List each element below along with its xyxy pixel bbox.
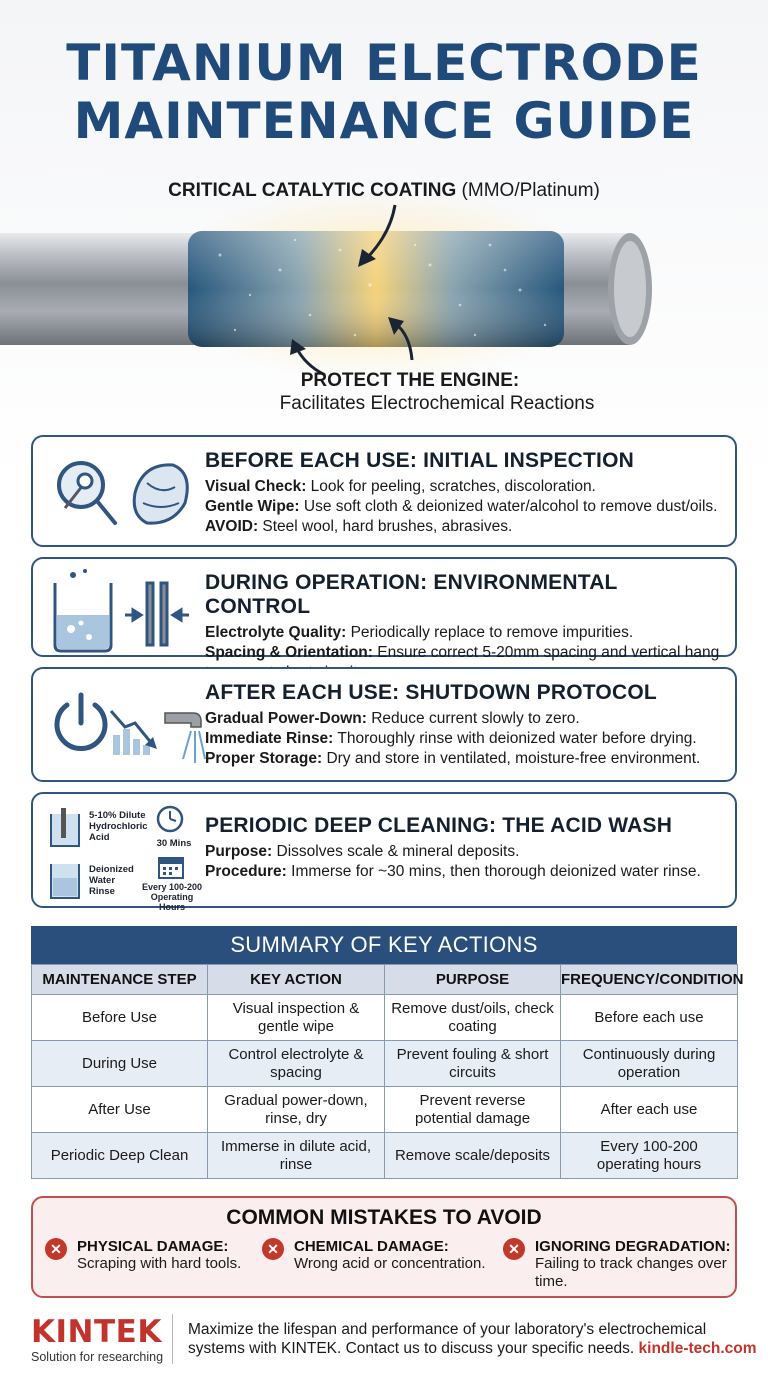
table-cell: Control electrolyte & spacing [208,1041,385,1087]
card-line: Visual Check: Look for peeling, scratches, discoloration. [205,478,596,495]
hours-label: Every 100-200 Operating Hours [141,882,203,912]
card-line: Gentle Wipe: Use soft cloth & deionized water/alcohol to remove dust/oils. [205,498,718,515]
water-beaker-icon [51,864,79,898]
mistake-text: Scraping with hard tools. [77,1255,242,1272]
summary-title: SUMMARY OF KEY ACTIONS [31,926,737,964]
card-line: Immediate Rinse: Thoroughly rinse with deionized water before drying. [205,730,697,747]
card-title: BEFORE EACH USE: INITIAL INSPECTION [205,449,634,472]
water-label: Deionized Water Rinse [89,864,134,897]
coating-caption-bold: CRITICAL CATALYTIC COATING [168,180,457,201]
footer-message: Maximize the lifespan and performance of your laboratory's electrochemical systems with KINTEK. Contact us to discuss your specific needs. [188,1321,707,1357]
table-cell: Remove dust/oils, check coating [385,995,561,1041]
table-cell: Continuously during operation [561,1041,738,1087]
error-icon: ✕ [45,1238,67,1260]
table-header-row [32,965,738,995]
title-line-2: MAINTENANCE GUIDE [73,92,695,150]
engine-caption-title: PROTECT THE ENGINE: [300,370,520,391]
table-cell: Prevent reverse potential damage [385,1087,561,1133]
acid-beaker-icon [51,808,79,846]
coating-caption-rest: (MMO/Platinum) [456,180,600,201]
card-during-operation-icons [43,565,208,665]
card-after-use-icons [43,675,208,775]
card-after-use [31,667,737,782]
mistake-label: CHEMICAL DAMAGE: [294,1238,449,1255]
card-line: Electrolyte Quality: Periodically replace to remove impurities. [205,624,634,641]
card-line: AVOID: Steel wool, hard brushes, abrasives. [205,518,513,535]
card-line: Procedure: Immerse for ~30 mins, then thorough deionized water rinse. [205,863,701,880]
page-title [0,34,768,150]
declining-chart-icon [111,711,157,755]
beaker-icon [55,569,111,651]
card-before-use [31,435,737,547]
card-line: Purpose: Dissolves scale & mineral deposits. [205,843,520,860]
table-cell: Periodic Deep Clean [32,1133,208,1179]
mistake-text: Failing to track changes over time. [535,1255,727,1290]
calendar-icon [159,858,183,878]
footer [0,1310,768,1370]
table-header-cell: MAINTENANCE STEP [32,965,208,995]
table-row [32,1133,738,1179]
card-title: PERIODIC DEEP CLEANING: THE ACID WASH [205,814,673,837]
mistakes-box [31,1196,737,1298]
table-cell: Prevent fouling & short circuits [385,1041,561,1087]
coating-caption [0,180,768,202]
brand-tagline: Solution for researching [31,1350,164,1364]
website-link[interactable]: kindle-tech.com [638,1340,757,1357]
card-line: Gradual Power-Down: Reduce current slowly to zero. [205,710,580,727]
table-row [32,1041,738,1087]
table-cell: During Use [32,1041,208,1087]
table-cell: Remove scale/deposits [385,1133,561,1179]
card-deep-cleaning-icons [43,798,208,912]
mistakes-title: COMMON MISTAKES TO AVOID [226,1206,542,1229]
table-cell: Immerse in dilute acid, rinse [208,1133,385,1179]
card-line: Proper Storage: Dry and store in ventilated, moisture-free environment. [205,750,701,767]
table-cell: After Use [32,1087,208,1133]
electrode-spacing-icon [125,583,189,645]
card-title: DURING OPERATION: ENVIRONMENTAL CONTROL [205,571,618,618]
table-header-cell: PURPOSE [385,965,561,995]
card-line: Spacing & Orientation: Ensure correct 5-20mm spacing and vertical hang [205,644,720,661]
table-cell: After each use [561,1087,738,1133]
footer-text [188,1320,758,1358]
table-cell: Every 100-200 operating hours [561,1133,738,1179]
error-icon: ✕ [503,1238,525,1260]
table-row [32,1087,738,1133]
mistake-label: IGNORING DEGRADATION: [535,1238,731,1255]
time-label: 30 Mins [156,838,192,849]
card-during-operation [31,557,737,661]
faucet-icon [165,713,205,763]
title-line-1: TITANIUM ELECTRODE [66,34,702,92]
magnifier-icon [59,463,115,523]
table-header-cell: FREQUENCY/CONDITION [561,965,738,995]
table-header-cell: KEY ACTION [208,965,385,995]
footer-divider [172,1314,173,1364]
card-deep-cleaning [31,792,737,912]
table-cell: Before Use [32,995,208,1041]
card-before-use-icons [43,443,208,543]
table-row [32,995,738,1041]
clock-icon [158,807,182,831]
engine-caption-text: Facilitates Electrochemical Reactions [279,393,595,414]
table-cell: Gradual power-down, rinse, dry [208,1087,385,1133]
brand-logo: KINTEK [31,1314,162,1350]
card-title: AFTER EACH USE: SHUTDOWN PROTOCOL [205,681,657,704]
summary-table [31,964,744,1179]
mistake-text: Wrong acid or concentration. [294,1255,486,1272]
cloth-icon [134,465,187,523]
mistake-label: PHYSICAL DAMAGE: [77,1238,229,1255]
power-icon [57,695,105,748]
table-cell: Before each use [561,995,738,1041]
error-icon: ✕ [262,1238,284,1260]
table-cell: Visual inspection & gentle wipe [208,995,385,1041]
acid-label: 5-10% Dilute Hydrochloric Acid [89,810,148,843]
